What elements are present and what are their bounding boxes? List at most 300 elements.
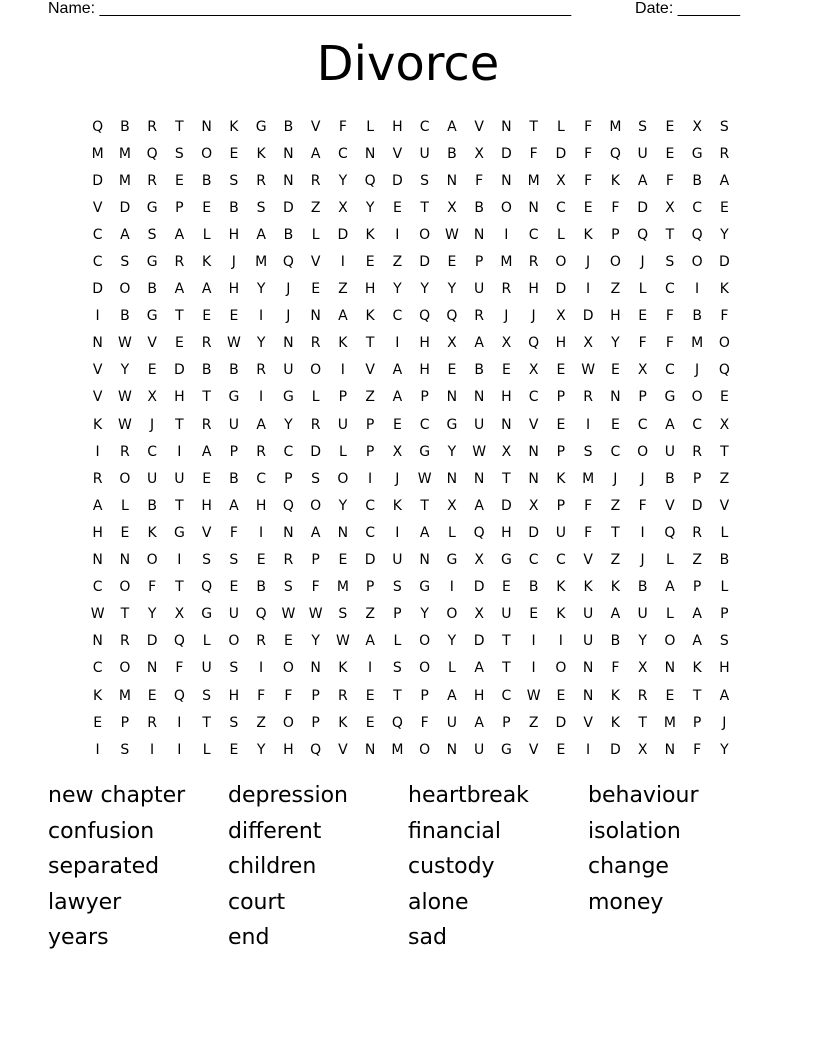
grid-letter: P — [611, 226, 620, 243]
grid-letter: P — [229, 443, 239, 460]
grid-letter: N — [610, 389, 621, 406]
grid-letter: B — [201, 362, 212, 379]
grid-letter: R — [338, 687, 348, 704]
grid-letter: W — [226, 335, 241, 352]
grid-letter: W — [117, 335, 132, 352]
grid-letter: N — [92, 335, 103, 352]
grid-letter: L — [366, 118, 375, 135]
grid-letter: B — [474, 199, 484, 216]
grid-letter: E — [311, 281, 321, 298]
grid-letter: A — [174, 226, 185, 243]
grid-letter: X — [528, 497, 539, 514]
grid-letter: I — [177, 552, 182, 569]
grid-letter: C — [92, 660, 103, 677]
grid-letter: H — [610, 308, 621, 325]
grid-letter: D — [473, 579, 485, 596]
grid-letter: T — [502, 470, 511, 487]
grid-row — [84, 519, 738, 546]
grid-letter: Q — [201, 579, 213, 596]
grid-letter: T — [175, 579, 184, 596]
grid-letter: N — [582, 660, 594, 677]
grid-letter: G — [146, 254, 158, 271]
grid-letter: T — [720, 443, 729, 460]
grid-letter: R — [474, 308, 484, 325]
grid-letter: I — [449, 579, 454, 596]
grid-letter: M — [609, 118, 622, 135]
grid-letter: H — [473, 687, 485, 704]
grid-letter: C — [501, 687, 512, 704]
grid-letter: A — [610, 606, 621, 623]
grid-letter: T — [611, 524, 620, 541]
grid-letter: H — [255, 497, 267, 514]
grid-letter: V — [92, 199, 103, 216]
grid-letter: B — [692, 172, 702, 189]
grid-letter: Z — [610, 281, 621, 298]
grid-letter: V — [583, 714, 593, 731]
grid-letter: S — [202, 552, 212, 569]
grid-letter: E — [556, 687, 566, 704]
grid-letter: L — [202, 741, 211, 758]
grid-letter: S — [120, 254, 130, 271]
grid-letter: T — [638, 714, 647, 731]
grid-letter: I — [586, 416, 591, 433]
grid-letter: O — [419, 226, 431, 243]
grid-letter: O — [310, 497, 322, 514]
grid-letter: Q — [609, 145, 621, 162]
word-list-item: years — [48, 925, 109, 951]
grid-letter: V — [92, 389, 103, 406]
grid-letter: U — [637, 606, 648, 623]
grid-letter: N — [364, 741, 376, 758]
grid-letter: E — [501, 362, 511, 379]
grid-row — [84, 655, 738, 682]
grid-letter: X — [474, 552, 484, 569]
grid-letter: E — [556, 362, 566, 379]
grid-letter: V — [583, 552, 593, 569]
word-list-item: separated — [48, 854, 160, 880]
grid-letter: A — [338, 308, 348, 325]
grid-letter: D — [391, 172, 403, 189]
grid-letter: R — [174, 254, 185, 271]
grid-letter: V — [719, 497, 730, 514]
grid-letter: P — [365, 416, 375, 433]
grid-letter: F — [284, 687, 293, 704]
grid-letter: S — [229, 714, 239, 731]
grid-letter: U — [392, 552, 403, 569]
grid-letter: B — [719, 552, 730, 569]
grid-letter: F — [584, 497, 593, 514]
grid-letter: U — [228, 606, 239, 623]
grid-letter: E — [610, 416, 620, 433]
grid-letter: D — [555, 714, 567, 731]
grid-letter: U — [501, 606, 512, 623]
grid-letter: T — [175, 497, 184, 514]
grid-letter: B — [637, 579, 648, 596]
grid-letter: C — [528, 226, 539, 243]
grid-letter: O — [119, 660, 131, 677]
grid-letter: S — [229, 172, 239, 189]
grid-letter: Z — [610, 497, 621, 514]
grid-letter: N — [501, 172, 512, 189]
grid-letter: J — [531, 308, 536, 325]
grid-letter: O — [691, 389, 703, 406]
grid-letter: G — [446, 416, 458, 433]
grid-letter: X — [719, 416, 730, 433]
grid-letter: B — [229, 199, 239, 216]
word-list-item: money — [588, 889, 664, 915]
grid-letter: C — [555, 552, 566, 569]
grid-letter: N — [92, 552, 103, 569]
grid-letter: Y — [420, 281, 429, 298]
grid-letter: C — [664, 362, 675, 379]
grid-letter: G — [664, 389, 676, 406]
grid-letter: T — [175, 308, 184, 325]
grid-letter: B — [229, 470, 239, 487]
grid-letter: E — [556, 416, 566, 433]
grid-letter: N — [364, 145, 376, 162]
grid-letter: T — [420, 497, 429, 514]
grid-letter: U — [283, 362, 294, 379]
grid-row — [84, 330, 738, 357]
grid-letter: B — [528, 579, 539, 596]
grid-letter: Y — [120, 362, 130, 379]
grid-letter: A — [665, 579, 675, 596]
grid-letter: F — [611, 660, 620, 677]
page-title: Divorce — [316, 36, 500, 92]
grid-letter: A — [392, 389, 403, 406]
grid-letter: U — [555, 524, 566, 541]
grid-letter: L — [311, 389, 320, 406]
grid-letter: T — [120, 606, 130, 623]
grid-letter: O — [282, 714, 294, 731]
grid-letter: F — [638, 497, 647, 514]
word-list-item: alone — [408, 889, 469, 915]
grid-letter: A — [201, 443, 212, 460]
grid-letter: Z — [338, 281, 348, 298]
grid-letter: D — [92, 281, 104, 298]
grid-letter: X — [474, 606, 484, 623]
grid-letter: R — [692, 443, 702, 460]
grid-letter: A — [310, 524, 321, 541]
grid-letter: B — [147, 281, 157, 298]
grid-letter: F — [584, 524, 593, 541]
grid-letter: N — [337, 524, 349, 541]
grid-letter: W — [444, 226, 459, 243]
grid-letter: U — [147, 470, 158, 487]
grid-letter: A — [474, 714, 484, 731]
grid-letter: P — [284, 470, 293, 487]
grid-letter: S — [665, 254, 675, 271]
grid-letter: N — [501, 118, 512, 135]
grid-letter: Z — [392, 254, 403, 271]
grid-row — [84, 411, 738, 438]
grid-letter: T — [502, 633, 511, 650]
grid-letter: N — [283, 524, 294, 541]
grid-letter: J — [640, 552, 645, 569]
grid-letter: A — [719, 687, 730, 704]
grid-letter: P — [120, 714, 130, 731]
grid-letter: Y — [393, 281, 402, 298]
grid-letter: B — [120, 118, 130, 135]
grid-letter: G — [500, 741, 512, 758]
grid-letter: T — [692, 687, 702, 704]
grid-letter: N — [446, 389, 458, 406]
grid-letter: P — [556, 443, 566, 460]
grid-letter: N — [473, 226, 485, 243]
grid-letter: N — [528, 470, 539, 487]
grid-letter: C — [528, 552, 539, 569]
grid-letter: S — [338, 606, 348, 623]
grid-letter: R — [719, 145, 730, 162]
grid-row — [84, 465, 738, 492]
word-list-item: custody — [408, 854, 495, 880]
grid-letter: Z — [528, 714, 539, 731]
word-list-item: lawyer — [48, 889, 122, 915]
grid-letter: G — [419, 443, 431, 460]
grid-letter: H — [228, 687, 240, 704]
grid-letter: N — [310, 308, 321, 325]
grid-letter: I — [95, 308, 100, 325]
grid-letter: A — [256, 416, 266, 433]
grid-letter: X — [501, 443, 512, 460]
grid-letter: X — [447, 497, 457, 514]
grid-letter: P — [720, 606, 729, 623]
grid-letter: R — [256, 443, 266, 460]
grid-letter: N — [119, 552, 131, 569]
grid-letter: E — [529, 606, 539, 623]
grid-letter: D — [146, 633, 158, 650]
grid-letter: V — [528, 741, 539, 758]
grid-letter: U — [637, 145, 648, 162]
grid-letter: G — [173, 524, 185, 541]
grid-letter: E — [638, 308, 648, 325]
grid-letter: U — [474, 416, 485, 433]
grid-letter: K — [556, 470, 566, 487]
grid-letter: Q — [255, 606, 267, 623]
word-list-item: financial — [408, 818, 502, 844]
grid-letter: J — [640, 254, 645, 271]
word-list — [48, 780, 768, 958]
grid-letter: E — [229, 308, 239, 325]
grid-letter: I — [259, 389, 264, 406]
grid-letter: S — [283, 579, 293, 596]
grid-letter: D — [473, 633, 485, 650]
grid-letter: Z — [692, 552, 702, 569]
grid-letter: Q — [419, 308, 431, 325]
grid-letter: E — [501, 579, 511, 596]
grid-letter: Y — [447, 281, 457, 298]
grid-letter: A — [310, 145, 321, 162]
grid-letter: X — [637, 362, 648, 379]
grid-row — [84, 357, 738, 384]
grid-letter: I — [504, 226, 509, 243]
grid-letter: D — [609, 741, 621, 758]
grid-letter: I — [586, 281, 591, 298]
grid-letter: X — [556, 172, 566, 189]
grid-letter: C — [664, 281, 675, 298]
grid-letter: I — [395, 226, 400, 243]
grid-letter: U — [583, 633, 594, 650]
grid-letter: C — [692, 416, 703, 433]
grid-letter: R — [501, 281, 512, 298]
grid-letter: A — [120, 226, 130, 243]
grid-letter: P — [692, 714, 702, 731]
grid-letter: V — [338, 741, 348, 758]
grid-letter: I — [95, 741, 100, 758]
grid-letter: X — [392, 443, 403, 460]
word-list-item: court — [228, 889, 286, 915]
grid-letter: E — [283, 633, 293, 650]
grid-letter: E — [93, 714, 103, 731]
grid-letter: D — [500, 497, 512, 514]
grid-letter: E — [229, 579, 239, 596]
grid-letter: D — [555, 145, 567, 162]
grid-letter: W — [90, 606, 105, 623]
letter-grid — [84, 113, 738, 763]
grid-letter: H — [392, 118, 403, 135]
grid-letter: A — [474, 660, 484, 677]
grid-letter: L — [447, 524, 456, 541]
grid-letter: N — [310, 660, 321, 677]
grid-letter: Q — [173, 633, 185, 650]
grid-letter: M — [663, 714, 676, 731]
word-list-item: depression — [228, 783, 349, 808]
grid-letter: B — [283, 226, 294, 243]
word-list-item: confusion — [48, 818, 155, 844]
grid-letter: D — [718, 254, 730, 271]
grid-letter: X — [501, 335, 512, 352]
grid-row — [84, 547, 738, 574]
grid-letter: I — [368, 660, 373, 677]
grid-letter: F — [229, 524, 238, 541]
grid-letter: E — [447, 362, 457, 379]
grid-letter: H — [419, 335, 430, 352]
grid-letter: E — [147, 362, 157, 379]
grid-letter: O — [146, 552, 158, 569]
grid-letter: I — [695, 281, 700, 298]
grid-letter: E — [147, 687, 157, 704]
grid-letter: E — [202, 199, 212, 216]
grid-letter: O — [446, 606, 458, 623]
grid-letter: N — [582, 687, 594, 704]
grid-letter: I — [395, 524, 400, 541]
grid-letter: X — [447, 335, 457, 352]
grid-letter: P — [420, 389, 429, 406]
grid-letter: S — [583, 443, 593, 460]
grid-letter: Y — [256, 335, 266, 352]
grid-letter: G — [146, 199, 158, 216]
word-list-item: isolation — [588, 818, 681, 844]
grid-letter: S — [256, 199, 266, 216]
grid-letter: B — [474, 362, 484, 379]
grid-letter: T — [202, 714, 211, 731]
grid-letter: Q — [282, 497, 294, 514]
grid-letter: R — [201, 416, 212, 433]
grid-letter: K — [338, 335, 348, 352]
grid-letter: U — [474, 741, 485, 758]
grid-letter: U — [201, 660, 212, 677]
grid-letter: F — [148, 579, 157, 596]
grid-letter: I — [368, 470, 373, 487]
grid-letter: F — [584, 118, 593, 135]
grid-letter: X — [447, 199, 457, 216]
grid-letter: J — [231, 254, 236, 271]
grid-letter: O — [310, 362, 322, 379]
grid-letter: V — [147, 335, 157, 352]
grid-letter: D — [691, 497, 703, 514]
grid-letter: I — [558, 633, 563, 650]
grid-letter: P — [365, 579, 375, 596]
grid-letter: E — [365, 687, 375, 704]
grid-letter: N — [501, 416, 512, 433]
grid-letter: K — [93, 687, 103, 704]
grid-letter: H — [528, 281, 539, 298]
name-field-label: Name: _____________________________________________________ — [48, 0, 572, 17]
grid-letter: L — [665, 606, 674, 623]
grid-letter: P — [474, 254, 484, 271]
grid-letter: K — [256, 145, 266, 162]
grid-letter: A — [447, 687, 457, 704]
grid-letter: Y — [338, 497, 348, 514]
grid-letter: A — [92, 497, 103, 514]
grid-letter: N — [283, 335, 294, 352]
grid-letter: M — [118, 687, 131, 704]
grid-letter: E — [202, 308, 212, 325]
grid-letter: X — [556, 308, 566, 325]
grid-letter: B — [665, 470, 675, 487]
grid-letter: D — [337, 226, 349, 243]
grid-letter: K — [719, 281, 729, 298]
grid-letter: L — [720, 524, 729, 541]
word-list-item: behaviour — [588, 783, 699, 808]
grid-letter: H — [501, 389, 512, 406]
grid-letter: R — [147, 118, 157, 135]
grid-letter: B — [120, 308, 130, 325]
grid-letter: W — [117, 389, 132, 406]
grid-row — [84, 167, 738, 194]
grid-letter: O — [555, 254, 567, 271]
grid-letter: P — [692, 579, 702, 596]
grid-letter: G — [446, 552, 458, 569]
grid-letter: E — [583, 199, 593, 216]
grid-letter: O — [691, 254, 703, 271]
grid-letter: N — [528, 199, 539, 216]
grid-row — [84, 709, 738, 736]
grid-letter: H — [555, 335, 567, 352]
grid-letter: S — [638, 118, 648, 135]
grid-letter: I — [259, 524, 264, 541]
grid-letter: D — [119, 199, 131, 216]
grid-letter: D — [173, 362, 185, 379]
grid-letter: W — [281, 606, 296, 623]
grid-letter: U — [583, 606, 594, 623]
grid-letter: A — [665, 416, 675, 433]
grid-letter: P — [556, 389, 566, 406]
grid-letter: C — [555, 199, 566, 216]
grid-letter: B — [283, 118, 294, 135]
grid-row — [84, 221, 738, 248]
grid-letter: V — [201, 524, 212, 541]
grid-letter: Y — [447, 633, 457, 650]
grid-letter: H — [201, 497, 212, 514]
grid-letter: M — [118, 145, 131, 162]
grid-letter: Z — [365, 389, 375, 406]
grid-letter: N — [528, 443, 539, 460]
grid-letter: O — [555, 660, 567, 677]
grid-letter: D — [582, 308, 594, 325]
grid-letter: A — [474, 335, 484, 352]
grid-letter: P — [420, 687, 429, 704]
